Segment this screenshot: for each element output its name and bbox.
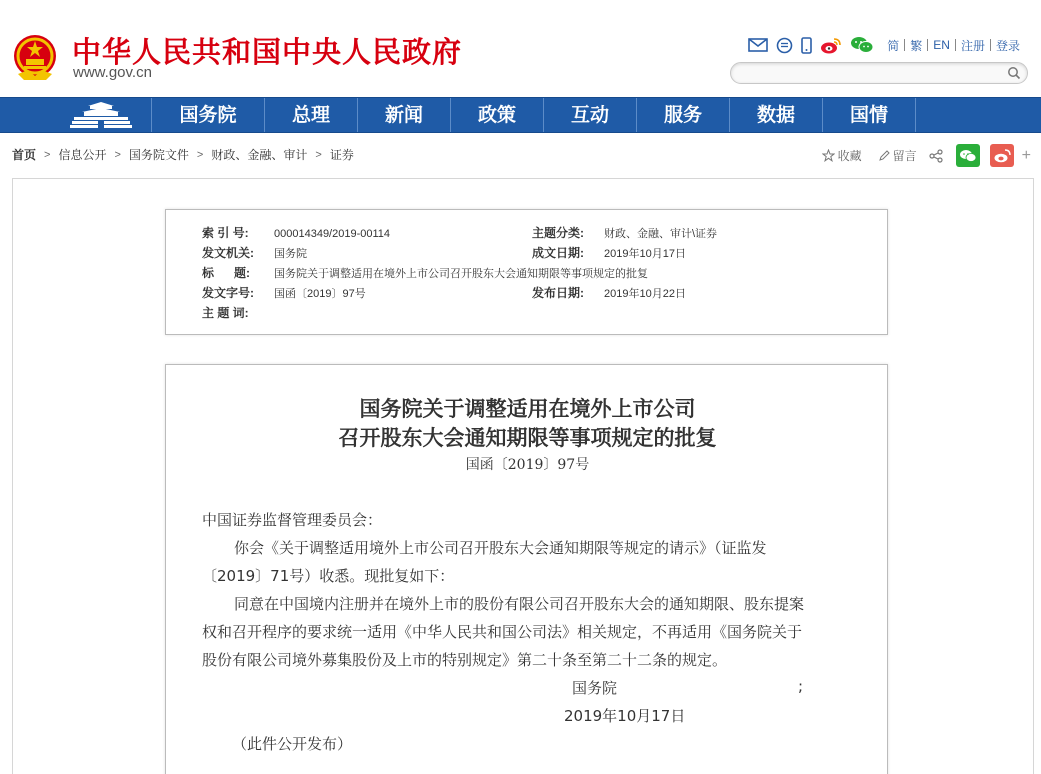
national-emblem-icon[interactable]: [12, 32, 58, 82]
star-icon: [822, 149, 835, 162]
meta-value: 国务院关于调整适用在境外上市公司召开股东大会通知期限等事项规定的批复: [274, 268, 648, 280]
chevron-right-icon: >: [196, 148, 204, 161]
lang-english-link[interactable]: EN: [933, 38, 950, 52]
share-button[interactable]: [929, 149, 946, 163]
top-links: [748, 35, 1025, 55]
wechat-icon[interactable]: [850, 36, 874, 54]
meta-row-published: [532, 284, 686, 301]
chevron-right-icon: >: [114, 148, 121, 161]
meta-label: 标 题:: [202, 266, 251, 280]
weibo-icon[interactable]: [820, 37, 842, 54]
meta-label: 成文日期:: [532, 246, 584, 260]
register-link[interactable]: 注册: [960, 38, 985, 53]
paragraph-line: 权和召开程序的要求统一适用《中华人民共和国公司法》相关规定，不再适用《国务院关于: [202, 623, 803, 641]
site-url: www.gov.cn: [73, 64, 152, 81]
login-link[interactable]: 登录: [995, 38, 1020, 53]
comment-label: 留言: [892, 149, 917, 163]
breadcrumb-securities[interactable]: 证券: [329, 148, 354, 162]
signature-date: 2019年10月17日: [564, 707, 686, 725]
paragraph-line: 股份有限公司境外募集股份及上市的特别规定》第二十条至第二十二条的规定。: [202, 651, 728, 669]
document-title-line1: 国务院关于调整适用在境外上市公司: [359, 396, 696, 421]
document-body: [165, 364, 888, 774]
chevron-right-icon: >: [44, 148, 51, 161]
paragraph-line: 你会《关于调整适用境外上市公司召开股东大会通知期限等规定的请示》（证监发: [234, 539, 767, 557]
meta-value: 国务院: [274, 248, 307, 260]
meta-label: 发布日期:: [532, 286, 584, 300]
weibo-share-icon[interactable]: [990, 144, 1014, 167]
breadcrumb-home[interactable]: 首页: [12, 148, 37, 162]
meta-value: 财政、金融、审计\证券: [604, 228, 718, 240]
document-title-line2: 召开股东大会通知期限等事项规定的批复: [338, 425, 717, 450]
document-meta-table: [165, 209, 888, 335]
meta-label: 索 引 号:: [202, 226, 249, 240]
meta-value: 000014349/2019-00114: [274, 228, 391, 240]
meta-row-index: [202, 224, 390, 241]
nav-item-interaction[interactable]: 互动: [570, 104, 609, 126]
mobile-icon[interactable]: [801, 37, 812, 54]
mail-icon[interactable]: [748, 38, 768, 52]
meta-row-category: [532, 224, 717, 241]
lang-traditional-link[interactable]: 繁: [910, 38, 923, 53]
meta-label: 发文字号:: [202, 286, 254, 300]
breadcrumb-state-council-docs[interactable]: 国务院文件: [128, 148, 189, 162]
comment-button[interactable]: [878, 147, 917, 164]
paragraph-line: 〔2019〕71号）收悉。现批复如下：: [202, 567, 455, 585]
favorite-button[interactable]: [822, 147, 862, 164]
nav-item-services[interactable]: 服务: [663, 104, 702, 126]
nav-item-state-council[interactable]: 国务院: [179, 104, 237, 126]
signer: 国务院: [572, 679, 618, 697]
nav-item-premier[interactable]: 总理: [291, 104, 330, 126]
nav-item-national-info[interactable]: 国情: [849, 104, 888, 126]
paragraph-line: 同意在中国境内注册并在境外上市的股份有限公司召开股东大会的通知期限、股东提案: [234, 595, 805, 613]
breadcrumb: [12, 146, 354, 163]
nav-item-policy[interactable]: 政策: [477, 104, 516, 126]
chevron-right-icon: >: [315, 148, 322, 161]
meta-label: 发文机关:: [202, 246, 254, 260]
meta-row-keywords: [202, 304, 274, 321]
nav-divider: [915, 98, 916, 132]
meta-label: 主题分类:: [532, 226, 584, 240]
salutation: 中国证券监督管理委员会：: [202, 511, 383, 529]
favorite-label: 收藏: [837, 149, 862, 163]
message-icon[interactable]: [776, 37, 793, 54]
meta-row-title: [202, 264, 648, 281]
pencil-icon: [878, 150, 890, 162]
nav-item-data[interactable]: 数据: [756, 104, 795, 126]
meta-value: 国函〔2019〕97号: [274, 288, 366, 300]
meta-row-issuer: [202, 244, 307, 261]
page-tools: [812, 144, 1031, 167]
search-input[interactable]: [730, 62, 1028, 84]
share-icon: [929, 149, 943, 163]
meta-value: 2019年10月17日: [604, 248, 686, 260]
site-header: [0, 0, 1041, 97]
meta-label: 主 题 词:: [202, 306, 249, 320]
document-number: 国函〔2019〕97号: [465, 457, 590, 473]
site-title[interactable]: 中华人民共和国中央人民政府: [72, 35, 463, 69]
more-share-icon[interactable]: +: [1021, 146, 1031, 164]
lang-simplified-link[interactable]: 简: [887, 38, 900, 53]
main-nav: [0, 97, 1041, 133]
search-icon[interactable]: [1007, 66, 1021, 80]
signer-trail: ;: [798, 677, 804, 695]
tiananmen-logo-icon[interactable]: [70, 102, 132, 130]
meta-row-created: [532, 244, 686, 261]
breadcrumb-finance[interactable]: 财政、金融、审计: [211, 148, 308, 162]
meta-value: 2019年10月22日: [604, 288, 686, 300]
wechat-share-icon[interactable]: [956, 144, 980, 167]
publication-note: （此件公开发布）: [232, 735, 353, 753]
breadcrumb-info-disclosure[interactable]: 信息公开: [58, 148, 107, 162]
meta-row-docno: [202, 284, 366, 301]
nav-item-news[interactable]: 新闻: [384, 104, 423, 126]
